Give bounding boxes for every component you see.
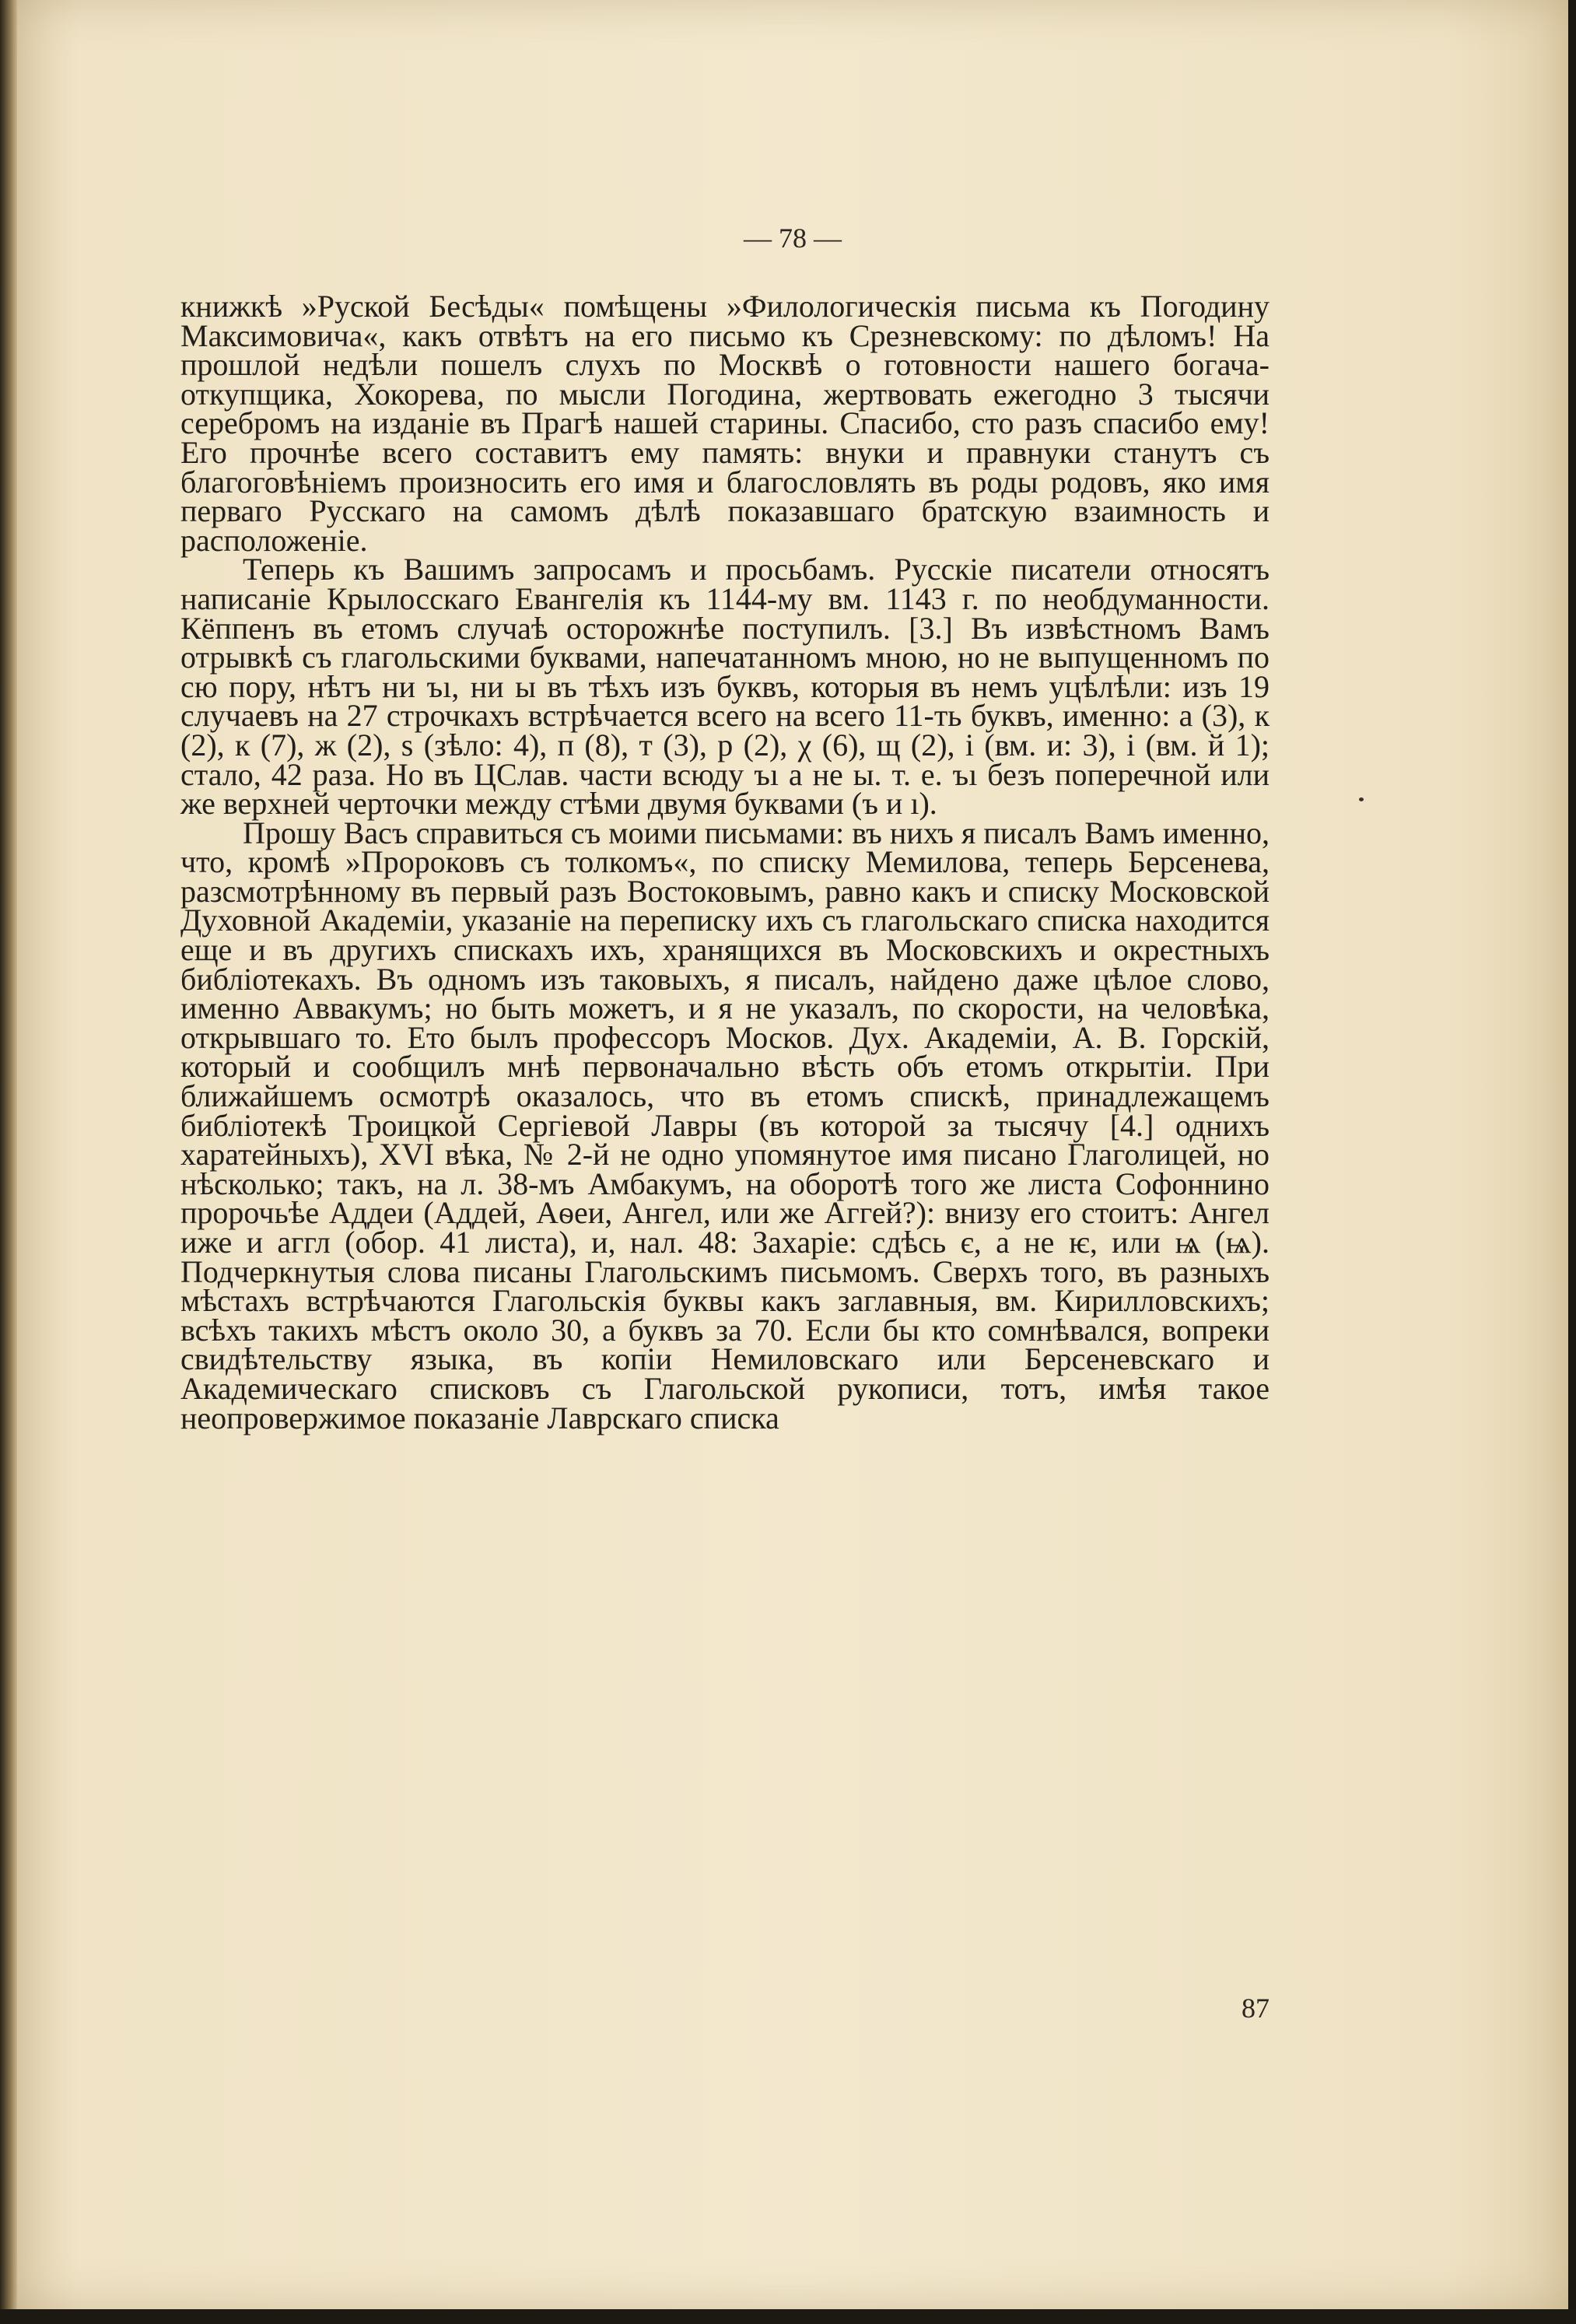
paragraph-3: Прошу Васъ справиться съ моими письмами: въ нихъ я писалъ Вамъ именно, что, кромѣ »Пророковъ съ толкомъ«, по списку Мемилова, теперь Берсенева, разсмотрѣнному въ первый разъ Востоковымъ, равно какъ и списку Московской Духовной Академіи, указаніе на переписку ихъ съ глагольскаго списка находится еще и въ другихъ спискахъ ихъ, хранящихся въ Московскихъ и окрестныхъ библіотекахъ. Въ одномъ изъ таковыхъ, я писалъ, найдено даже цѣлое слово, именно Аввакумъ; но быть можетъ, и я не указалъ, по скорости, на человѣка, открывшаго то. Ето былъ профессоръ Москов. Дух. Академіи, А. В. Горскій, который и сообщилъ мнѣ первоначально вѣсть объ етомъ открытіи. При ближайшемъ осмотрѣ оказалось, что въ етомъ спискѣ, принадлежащемъ библіотекѣ Троицкой Сергіевой Лавры (въ которой за тысячу [4.] однихъ харатейныхъ), XVI вѣка, № 2-й не одно упомянутое имя писано Глаголицей, но нѣсколько; такъ, на л. 38-мъ Амбакумъ, на оборотѣ того же листа Софоннино пророчьѣе Аддеи (Аддей, Аѳеи, Ангел, или же Аггей?): внизу его стоитъ: Ангел иже и аггл (обор. 41 листа), и, нал. 48: Захаріе: сдѣсь є, а не ѥ, или ѩ (ѩ). Подчеркнутыя слова писаны Глагольскимъ письмомъ. Сверхъ того, въ разныхъ мѣстахъ встрѣчаются Глагольскія буквы какъ заглавныя, вм. Кирилловскихъ; всѣхъ такихъ мѣстъ около 30, а буквъ за 70. Если бы кто сомнѣвался, вопреки свидѣтельству языка, въ копіи Немиловскаго или Берсеневскаго и Академическаго списковъ съ Глагольской рукописи, тотъ, имѣя такое неопровержимое показаніе Лаврскаго списка (180, 815, 1270, 1435)
scan-bottom-edge (0, 2309, 1576, 2324)
binding-gutter (0, 0, 17, 2324)
scan-speck (1359, 797, 1364, 801)
body-text (180, 289, 1270, 1435)
page-number: 87 (1242, 1993, 1270, 2024)
paragraph-1: книжкѣ »Руской Бесѣды« помѣщены »Филологическія письма къ Погодину Максимовича«, какъ отвѣтъ на его письмо къ Срезневскому: по дѣломъ! На прошлой недѣли пошелъ слухъ по Москвѣ о готовности нашего богача-откупщика, Хокорева, по мысли Погодина, жертвовать ежегодно 3 тысячи серебромъ на изданіе въ Прагѣ нашей старины. Спасибо, сто разъ спасибо ему! Его прочнѣе всего составитъ ему память: внуки и правнуки станутъ съ благоговѣніемъ произносить его имя и благословлять въ роды родовъ, яко имя перваго Русскаго на самомъ дѣлѣ показавшаго братскую взаимность и расположеніе. (180, 289, 1270, 558)
page-header: — 78 — (744, 223, 842, 254)
paragraph-2: Теперь къ Вашимъ запросамъ и просьбамъ. Русскіе писатели относятъ написаніе Крылосскаго Евангелія къ 1144-му вм. 1143 г. по необдуманности. Кёппенъ въ етомъ случаѣ осторожнѣе поступилъ. [3.] Въ извѣстномъ Вамъ отрывкѣ съ глагольскими буквами, напечатанномъ мною, но не выпущенномъ по сю пору, нѣтъ ни ъı, ни ы въ тѣхъ изъ буквъ, которыя въ немъ уцѣлѣли: изъ 19 случаевъ на 27 строчкахъ встрѣчается всего на всего 11-ть буквъ, именно: а (3), к (2), к (7), ж (2), ѕ (зѣло: 4), п (8), т (3), р (2), χ (6), щ (2), і (вм. и: 3), і (вм. й 1); стало, 42 раза. Но въ ЦСлав. части всюду ъı а не ы. т. е. ъı безъ поперечной или же верхней черточки между стѣми двумя буквами (ъ и ı). (180, 552, 1270, 822)
scanned-page (17, 0, 1568, 2309)
